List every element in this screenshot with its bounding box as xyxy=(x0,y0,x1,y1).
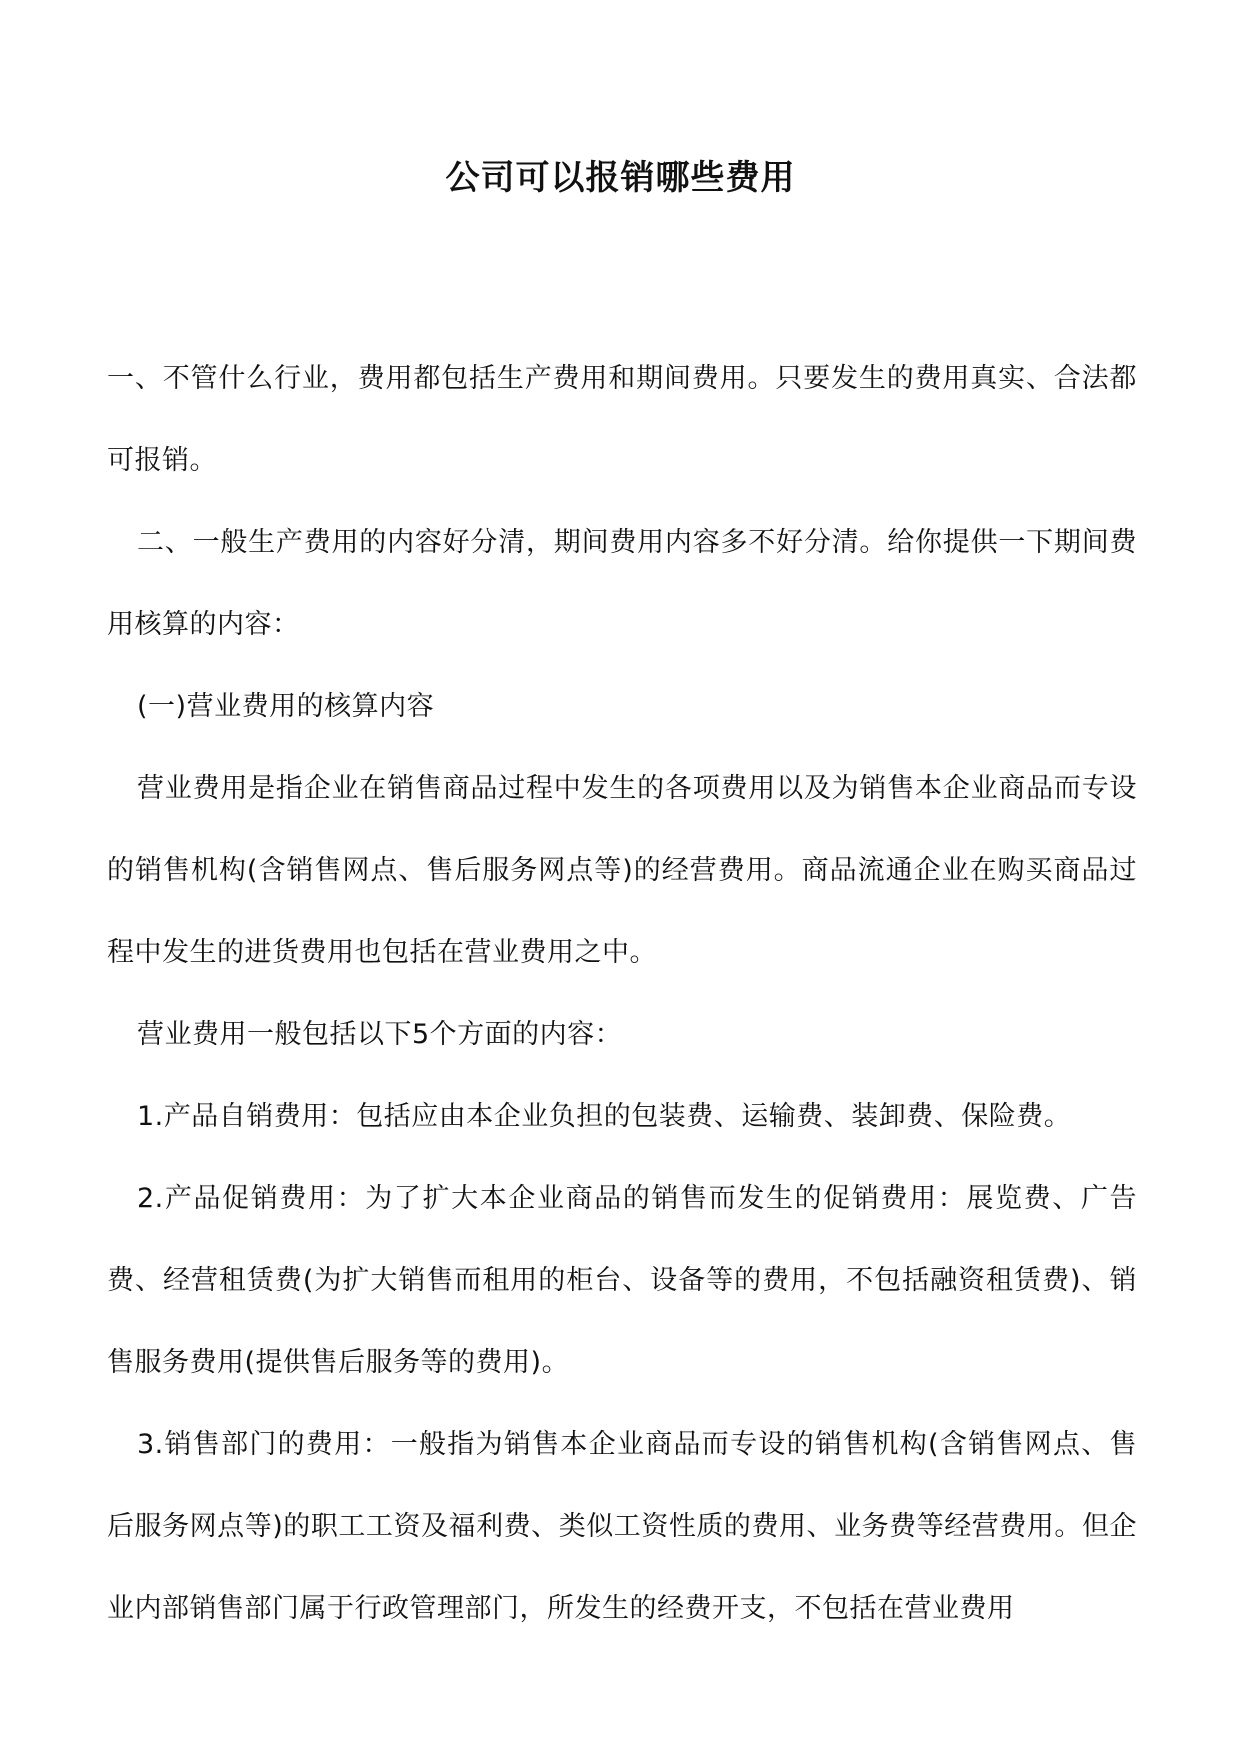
document-body xyxy=(107,338,1137,1650)
paragraph-five-aspects: 营业费用一般包括以下5个方面的内容： xyxy=(137,1019,623,1050)
paragraph-2: 二、一般生产费用的内容好分清，期间费用内容多不好分清。给你提供一下期间费用核算的内容： xyxy=(107,527,1137,640)
paragraph-1: 一、不管什么行业，费用都包括生产费用和期间费用。只要发生的费用真实、合法都可报销。 xyxy=(107,363,1137,476)
list-item-2: 2.产品促销费用：为了扩大本企业商品的销售而发生的促销费用：展览费、广告费、经营租赁费(为扩大销售而租用的柜台、设备等的费用，不包括融资租赁费)、销售服务费用(提供售后服务等的费用)。 xyxy=(107,1183,1137,1378)
section-heading-operating-expenses: (一)营业费用的核算内容 xyxy=(137,691,435,722)
paragraph-operating-expenses-definition: 营业费用是指企业在销售商品过程中发生的各项费用以及为销售本企业商品而专设的销售机构(含销售网点、售后服务网点等)的经营费用。商品流通企业在购买商品过程中发生的进货费用也包括在营业费用之中。 xyxy=(107,773,1137,968)
list-item-3: 3.销售部门的费用：一般指为销售本企业商品而专设的销售机构(含销售网点、售后服务网点等)的职工工资及福利费、类似工资性质的费用、业务费等经营费用。但企业内部销售部门属于行政管理部门，所发生的经费开支，不包括在营业费用 xyxy=(107,1429,1137,1624)
list-item-1: 1.产品自销费用：包括应由本企业负担的包装费、运输费、装卸费、保险费。 xyxy=(137,1101,1072,1132)
document-title: 公司可以报销哪些费用 xyxy=(445,158,796,198)
